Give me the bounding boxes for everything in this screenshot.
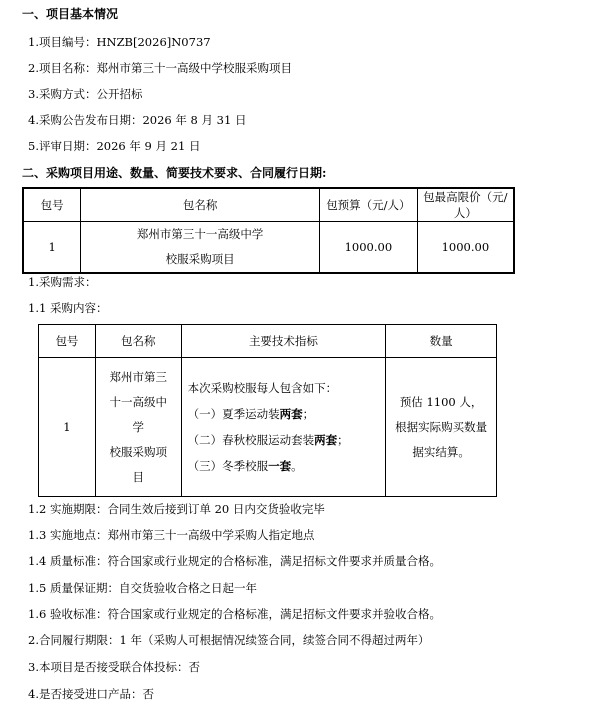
quantity-line: 根据实际购买数量	[395, 419, 488, 434]
header-quantity: 数量	[386, 325, 497, 358]
header-package-name: 包名称	[81, 188, 320, 222]
package-name	[81, 222, 320, 274]
tech-spec	[181, 358, 386, 497]
section1-heading: 一、项目基本情况	[22, 7, 119, 21]
package-name-line: 校服采购项	[109, 444, 168, 459]
project-number: 1.项目编号：HNZB[2026]N0737	[28, 35, 211, 49]
implementation-location: 1.3 实施地点：郑州市第三十一高级中学采购人指定地点	[28, 528, 315, 542]
quantity-line: 预估 1100 人，	[399, 394, 483, 409]
package-max-price: 1000.00	[417, 222, 514, 274]
spec-intro: 本次采购校服每人包含如下：	[187, 381, 338, 395]
contract-period: 2.合同履行期限：1 年（采购人可根据情况续签合同，续签合同不得超过两年）	[28, 633, 430, 647]
implementation-period: 1.2 实施期限：合同生效后接到订单 20 日内交货验收完毕	[28, 502, 325, 516]
warranty-period: 1.5 质量保证期：自交货验收合格之日起一年	[28, 581, 257, 595]
header-package-no: 包号	[23, 188, 81, 222]
quality-standard: 1.4 质量标准：符合国家或行业规定的合格标准，满足招标文件要求并质量合格。	[28, 554, 441, 568]
procurement-method: 3.采购方式：公开招标	[28, 87, 143, 101]
spec-item: （一）夏季运动装两套；	[187, 407, 315, 421]
table-row	[39, 358, 497, 497]
consortium-bid: 3.本项目是否接受联合体投标：否	[28, 660, 200, 674]
content-label: 1.1 采购内容：	[28, 301, 108, 315]
demand-label: 1.采购需求：	[28, 275, 97, 289]
package-name	[95, 358, 181, 497]
package-name-line: 目	[132, 469, 145, 484]
package-no: 1	[39, 358, 96, 497]
package-no: 1	[23, 222, 81, 274]
budget-table	[22, 187, 515, 274]
package-name-line: 十一高级中	[109, 394, 168, 409]
quantity-line: 据实结算。	[412, 444, 470, 459]
spec-item: （三）冬季校服一套。	[187, 459, 303, 473]
header-package-no: 包号	[39, 325, 96, 358]
table-row	[23, 222, 514, 274]
project-name: 2.项目名称：郑州市第三十一高级中学校服采购项目	[28, 61, 292, 75]
header-tech-spec: 主要技术指标	[181, 325, 386, 358]
spec-item: （二）春秋校服运动套装两套；	[187, 433, 349, 447]
section2-heading: 二、采购项目用途、数量、简要技术要求、合同履行日期:	[22, 166, 327, 180]
acceptance-standard: 1.6 验收标准：符合国家或行业规定的合格标准，满足招标文件要求并验收合格。	[28, 607, 441, 621]
announcement-date: 4.采购公告发布日期：2026 年 8 月 31 日	[28, 113, 247, 127]
header-package-name: 包名称	[95, 325, 181, 358]
package-name-line: 校服采购项目	[165, 252, 235, 266]
package-budget: 1000.00	[320, 222, 418, 274]
table-header-row	[39, 325, 497, 358]
procurement-content-table	[38, 324, 497, 497]
table-header-row	[23, 188, 514, 222]
imported-products: 4.是否接受进口产品：否	[28, 687, 154, 701]
header-max-price: 包最高限价（元/人）	[417, 188, 514, 222]
header-budget: 包预算（元/人）	[320, 188, 418, 222]
package-name-line: 郑州市第三	[109, 369, 168, 384]
review-date: 5.评审日期：2026 年 9 月 21 日	[28, 139, 201, 153]
package-name-line: 郑州市第三十一高级中学	[136, 227, 264, 241]
package-name-line: 学	[132, 419, 145, 434]
quantity	[386, 358, 497, 497]
